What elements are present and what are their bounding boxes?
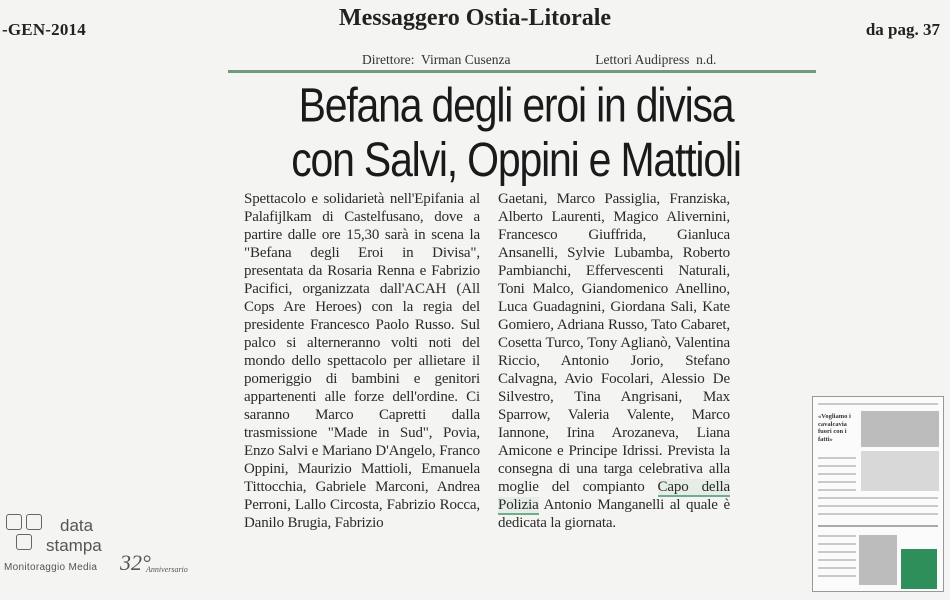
- anniversary-word: Anniversario: [146, 565, 188, 574]
- anniversary-number: 32°: [120, 550, 151, 575]
- thumbnail-photo: [861, 411, 939, 447]
- article-headline: [236, 78, 796, 187]
- col2-text-before: Gaetani, Marco Passiglia, Franziska, Alberto Laurenti, Magico Alivernini, Francesco Giuffrida, Gianluca Ansanelli, Sylvie Lubamba, Roberto Pambianchi, Effervescenti Naturali, Toni Malco, Giandomenico Anellino, Luca Guadagnini, Giordana Sali, Kate Gomiero, Adriana Russo, Tato Cabaret, Cosetta Turco, Tony Aglianò, Valentina Riccio, Antonio Jorio, Stefano Calvagna, Avio Focolari, Alessio De Silvestro, Tina Angrisani, Max Sparrow, Valeria Valente, Marco Iannone, Irina Arozaneva, Liana Amicone e Principe Idrissi. Prevista la consegna di una targa celebrativa alla moglie del compianto: [498, 191, 730, 495]
- thumbnail-photo: [859, 535, 897, 585]
- article-column-1: Spettacolo e solidarietà nell'Epifania al Palafijlkam di Castelfusano, dove a partire dalle ore 15,30 sarà in scena la "Befana degli Eroi in Divisa", presentata da Rosaria Renna e Fabrizio Pacifici, organizzata dall'ACAH (All Cops Are Heroes) con la regia del presidente Francesco Paolo Russo. Sul palco si alterneranno volti noti del mondo dello spettacolo per allietare il pomeriggio di bambini e genitori appartenenti alle forze dell'ordine. Ci saranno Marco Capretti dalla trasmissione "Made in Sud", Povia, Enzo Salvi e Mariano D'Angelo, Franco Oppini, Maurizio Mattioli, Emanuela Tittocchia, Gabriele Marconi, Andrea Perroni, Lallo Circosta, Fabrizio Rocca, Danilo Brugia, Fabrizio: [244, 191, 480, 531]
- thumbnail-title: «Vogliamo i cavalcavia fuori con i fatti»: [818, 413, 851, 443]
- logo-word-data: data: [60, 516, 94, 535]
- clipping-date: -GEN-2014: [2, 20, 86, 39]
- headline-line-1: Befana degli eroi in divisa: [298, 78, 734, 133]
- header-divider: [228, 70, 816, 73]
- article-column-2: [498, 190, 730, 532]
- highlighted-phrase: Capo della Polizia: [498, 479, 730, 513]
- readers-value: n.d.: [696, 52, 717, 67]
- logo-subtitle: Monitoraggio Media: [4, 562, 98, 573]
- page-thumbnail: [812, 396, 944, 592]
- readers-label: Lettori Audipress: [595, 52, 690, 67]
- director-label: Direttore:: [362, 52, 415, 67]
- col2-text-after: Antonio Manganelli al quale è dedicata la giornata.: [498, 497, 730, 531]
- page-reference: da pag. 37: [865, 20, 940, 39]
- logo-square-icon: [16, 534, 32, 550]
- director-name: Virman Cusenza: [421, 52, 511, 67]
- headline-line-2: con Salvi, Oppini e Mattioli: [291, 132, 741, 187]
- datastampa-logo: [4, 510, 204, 590]
- masthead-info: [362, 52, 716, 68]
- logo-square-icon: [26, 514, 42, 530]
- thumbnail-article-highlight: [901, 549, 937, 589]
- logo-square-icon: [6, 514, 22, 530]
- newspaper-name: Messaggero Ostia-Litorale: [338, 5, 612, 31]
- thumbnail-photo: [861, 451, 939, 491]
- logo-word-stampa: stampa: [46, 536, 102, 555]
